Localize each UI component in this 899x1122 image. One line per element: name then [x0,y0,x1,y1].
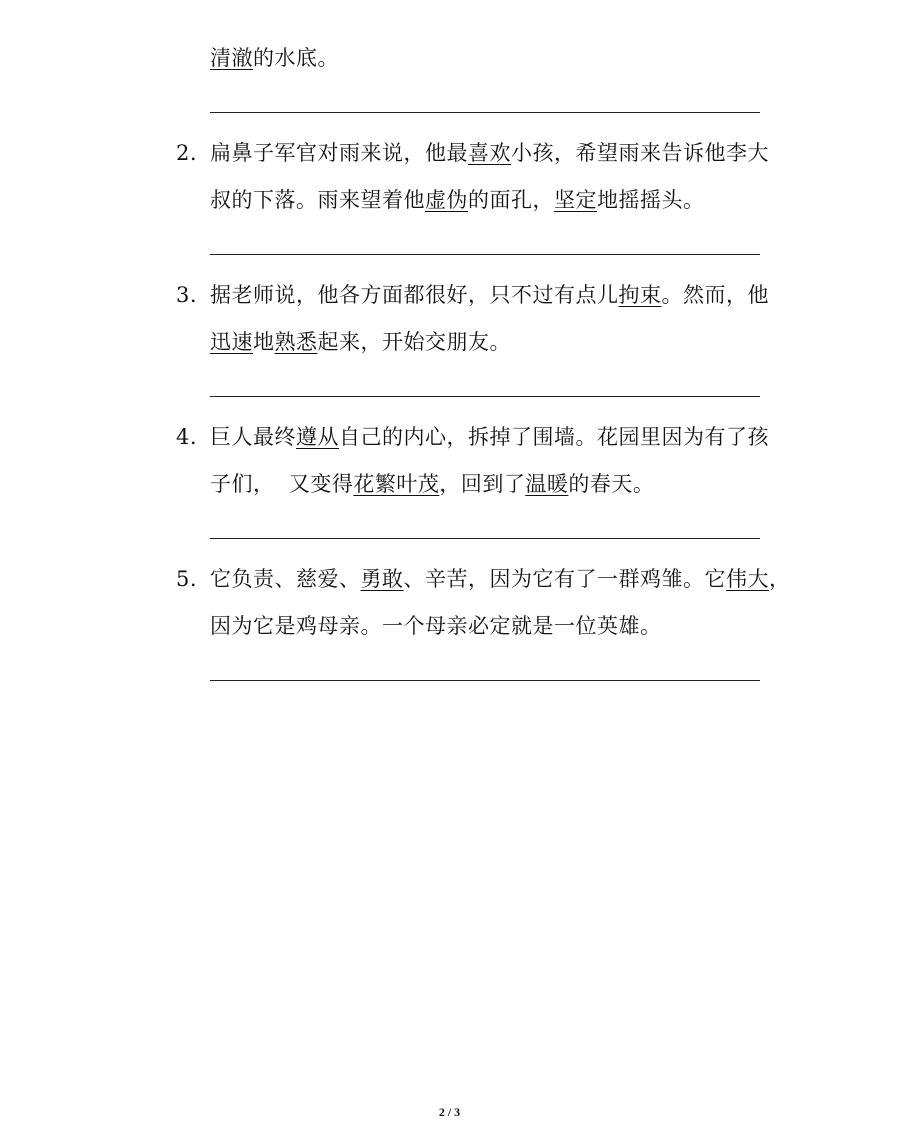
item-4-line-1 [176,423,769,451]
item-2-line-1 [176,139,769,167]
item-3-line-2 [210,328,511,356]
text-segment: 的春天。 [568,472,655,496]
text-segment: 起来，开始交朋友。 [317,330,511,354]
text-segment: 据老师说，他各方面都很好，只不过有点儿 [210,283,619,307]
answer-line-2 [210,254,760,255]
item-1-continuation [210,44,339,72]
underlined-word: 拘束 [618,283,662,307]
text-segment: 、辛苦，因为它有了一群鸡雏。它 [403,567,726,591]
text-segment: 巨人最终 [210,425,296,449]
underlined-word: 迅速 [210,330,253,354]
item-number: 2. [176,141,198,165]
underlined-word: 温暖 [525,472,569,496]
text-segment: 扁鼻子军官对雨来说，他最 [210,141,468,165]
text-segment: 地 [253,330,275,354]
text-segment: 地摇摇头。 [597,188,705,212]
item-number: 4. [176,425,198,449]
item-5-line-1 [176,565,791,593]
text-segment: 子们， 又变得 [210,472,354,496]
item-3-line-1 [176,281,769,309]
page-number: 2 / 3 [438,1105,461,1119]
underlined-word: 熟悉 [274,330,318,354]
item-4-line-2 [210,470,654,498]
item-number: 5. [176,567,198,591]
underlined-word: 伟大 [726,567,769,591]
text-segment: ， [769,567,791,591]
underlined-word: 清澈 [210,46,253,70]
underlined-word: 虚伪 [425,188,468,212]
item-5-line-2 [210,612,662,640]
text-segment: 它负责、慈爱、 [210,567,361,591]
answer-line-4 [210,538,760,539]
text-segment: 的面孔， [468,188,554,212]
underlined-word: 勇敢 [360,567,404,591]
text-segment: 的水底。 [253,46,339,70]
text-segment: 自己的内心，拆掉了围墙。花园里因为有了孩 [339,425,769,449]
underlined-word: 花繁叶茂 [353,472,440,496]
text-segment: 叔的下落。雨来望着他 [210,188,425,212]
underlined-word: 坚定 [554,188,597,212]
text-segment: 因为它是鸡母亲。一个母亲必定就是一位英雄。 [210,614,662,638]
text-segment: 。然而，他 [661,283,769,307]
text-segment: ，回到了 [439,472,526,496]
item-number: 3. [176,283,198,307]
item-2-line-2 [210,186,705,214]
answer-line-3 [210,396,760,397]
answer-line-1 [210,112,760,113]
answer-line-5 [210,680,760,681]
underlined-word: 喜欢 [468,141,511,165]
text-segment: 小孩，希望雨来告诉他李大 [511,141,769,165]
underlined-word: 遵从 [296,425,339,449]
